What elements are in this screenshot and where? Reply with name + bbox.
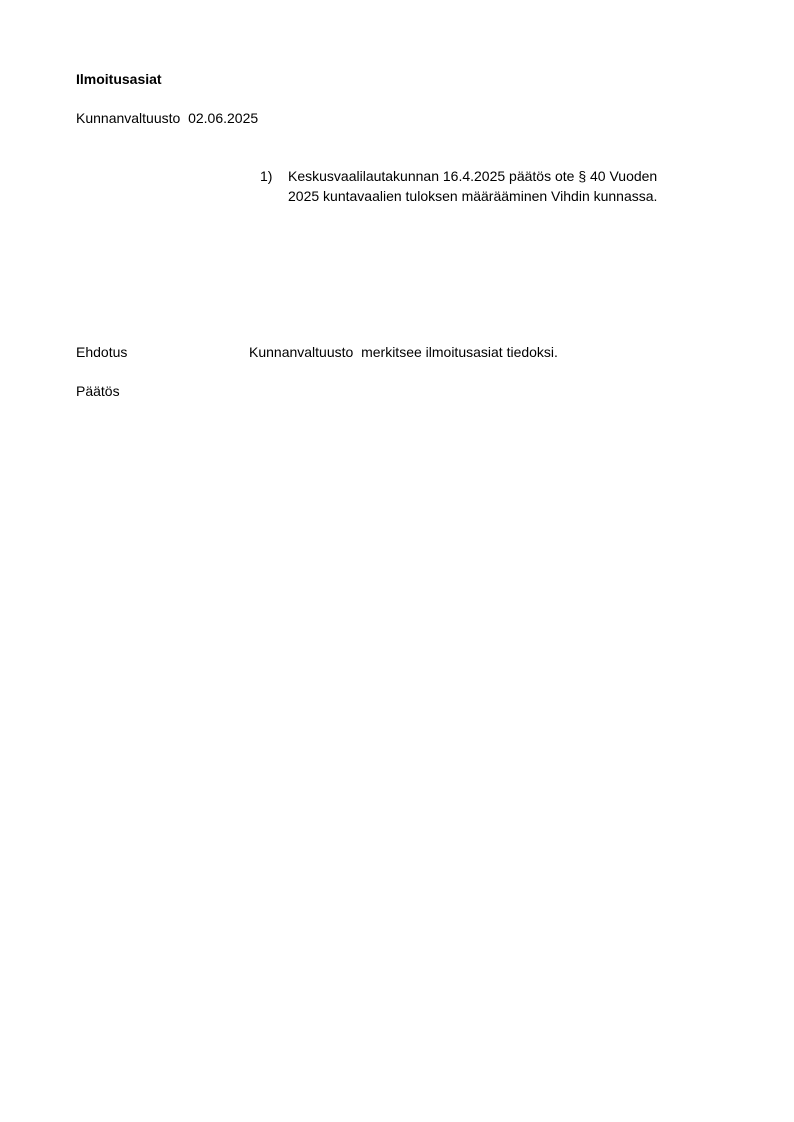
- meeting-info: Kunnanvaltuusto 02.06.2025: [76, 110, 259, 126]
- decision-text: [249, 381, 696, 401]
- notice-list: [260, 166, 680, 206]
- proposal-label: Ehdotus: [76, 344, 128, 360]
- list-item-number: 1): [260, 168, 273, 184]
- list-item: [260, 166, 680, 206]
- list-item-text: Keskusvaalilautakunnan 16.4.2025 päätös ote § 40 Vuoden 2025 kuntavaalien tuloksen määrääminen Vihdin kunnassa.: [288, 168, 658, 204]
- document-heading: Ilmoitusasiat: [76, 71, 162, 87]
- decision-row: [76, 381, 696, 401]
- proposal-text: Kunnanvaltuusto merkitsee ilmoitusasiat tiedoksi.: [249, 344, 558, 360]
- proposal-row: [76, 342, 696, 362]
- decision-label: Päätös: [76, 383, 120, 399]
